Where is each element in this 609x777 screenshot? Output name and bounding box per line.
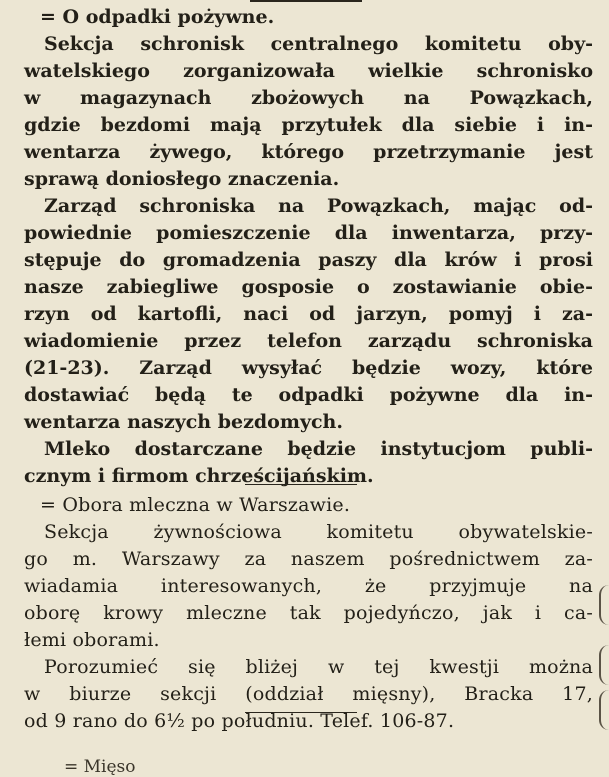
text-line: sprawą doniosłego znaczenia. <box>24 168 340 190</box>
text-line: powiednie pomieszczenie dla inwentarza, przy- <box>24 222 593 244</box>
text-line: łemi oborami. <box>24 629 160 651</box>
top-divider <box>250 0 362 2</box>
text-line: wentarza żywego, którego przetrzymanie jest <box>24 141 593 163</box>
text-line: gdzie bezdomi mają przytułek dla siebie i in- <box>24 114 593 136</box>
text-line: wiadamia interesowanych, że przyjmuje na <box>24 575 593 597</box>
binding-hole-mark <box>599 690 609 730</box>
text-line: w biurze sekcji (oddział mięsny), Bracka 17, <box>24 683 593 705</box>
article-divider <box>245 712 357 713</box>
text-line: (21-23). Zarząd wysyłać będzie wozy, które <box>24 357 593 379</box>
text-line: oborę krowy mleczne tak pojedyńczo, jak i ca- <box>24 602 593 624</box>
article-odpadki <box>0 4 609 490</box>
text-line: wentarza naszych bezdomych. <box>24 411 343 433</box>
text-line: Porozumieć się bliżej w tej kwestji można <box>44 656 593 678</box>
text-line: cznym i firmom chrześcijańskim. <box>24 465 374 487</box>
text-line: stępuje do gromadzenia paszy dla krów i prosi <box>24 249 593 271</box>
text-line: w magazynach zbożowych na Powązkach, <box>24 87 593 109</box>
text-line: Sekcja żywnościowa komitetu obywatelskie- <box>44 521 593 543</box>
text-line: nasze zabiegliwe gosposie o zostawianie obie- <box>24 276 593 298</box>
article-title: = O odpadki pożywne. <box>40 6 275 28</box>
article-divider <box>245 484 357 485</box>
text-line: wiadomienie przez telefon zarządu schroniska <box>24 330 593 352</box>
text-line: Sekcja schronisk centralnego komitetu oby- <box>44 33 593 55</box>
text-line: dostawiać będą te odpadki pożywne dla in- <box>24 384 593 406</box>
binding-hole-mark <box>599 585 609 625</box>
text-line: Mleko dostarczane będzie instytucjom publi- <box>44 438 593 460</box>
binding-hole-mark <box>599 645 609 685</box>
text-line: go m. Warszawy za naszem pośrednictwem za- <box>24 548 593 570</box>
text-line: rzyn od kartofli, naci od jarzyn, pomyj i za- <box>24 303 593 325</box>
next-article-fragment: = Mięso <box>64 757 136 777</box>
article-title: = Obora mleczna w Warszawie. <box>40 494 351 516</box>
text-line: watelskiego zorganizowała wielkie schronisko <box>24 60 593 82</box>
text-line: Zarząd schroniska na Powązkach, mając od- <box>44 195 593 217</box>
text-line: od 9 rano do 6½ po południu. Telef. 106-87. <box>24 710 455 732</box>
article-obora <box>0 492 609 735</box>
